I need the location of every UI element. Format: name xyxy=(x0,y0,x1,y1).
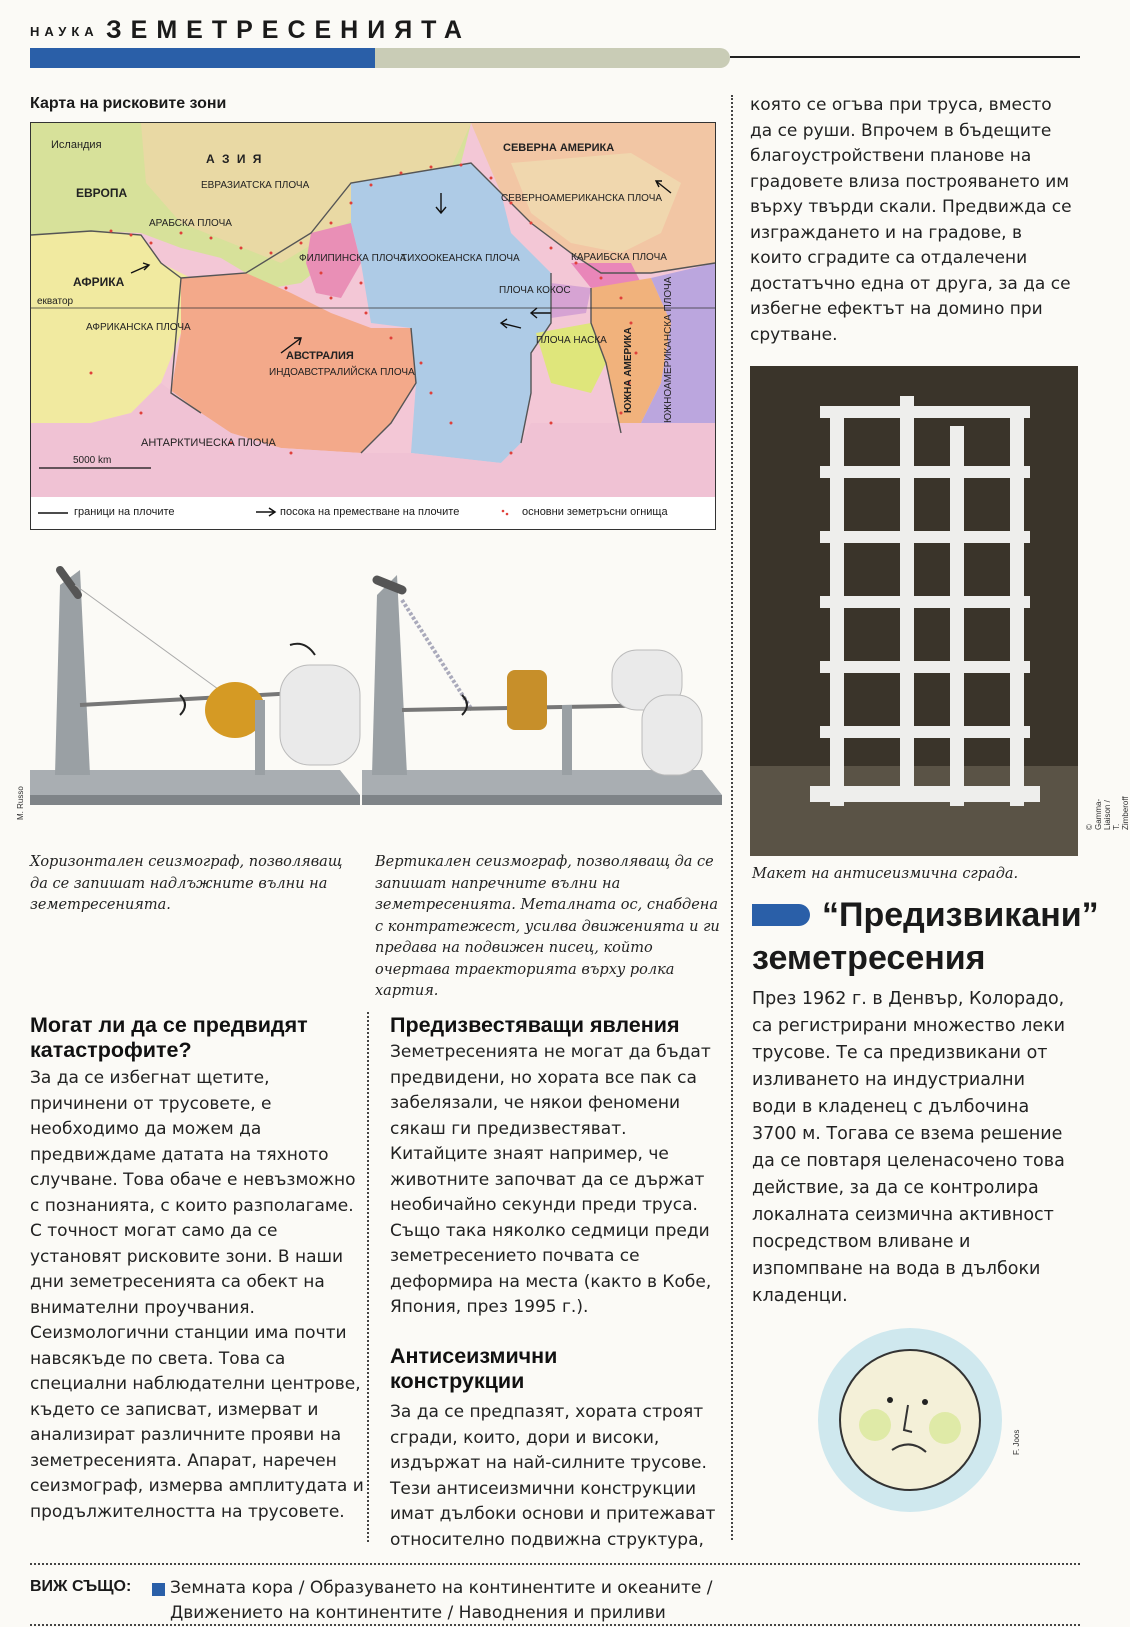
label-equator: екватор xyxy=(37,296,74,307)
label-scale: 5000 km xyxy=(73,455,112,466)
column-separator xyxy=(731,95,733,1540)
legend-epicenters: основни земетръсни огнища xyxy=(522,506,668,518)
footer-rule-top xyxy=(30,1563,1080,1565)
label-arabian-plate: АРАБСКА ПЛОЧА xyxy=(149,218,232,229)
legend-direction: посока на преместване на плочите xyxy=(280,506,460,518)
page-title: ЗЕМЕТРЕСЕНИЯТА xyxy=(106,16,471,44)
photo-credit: © Gamma-Liaison / T. Zimberoff xyxy=(1085,796,1130,830)
label-south-american-plate: ЮЖНОАМЕРИКАНСКА ПЛОЧА xyxy=(663,276,674,423)
label-african-plate: АФРИКАНСКА ПЛОЧА xyxy=(86,322,191,333)
label-caribbean-plate: КАРАИБСКА ПЛОЧА xyxy=(571,252,667,263)
section-label: НАУКА xyxy=(30,24,99,39)
right-article-text: През 1962 г. в Денвър, Колорадо, са регистрирани множество леки трусове. Те са предизвикани от изливането на индустриални води в кладенец с дълбочина 3700 м. Тогава се взема решение да се повтаря целенасочено това действие, за да се контролира локалната сеизмична активност посредством вливане и изпомпване на вода в дълбоки кладенци. xyxy=(752,989,1066,1306)
seismograph-credit: M. Russo xyxy=(16,786,25,820)
label-cocos-plate: ПЛОЧА КОКОС xyxy=(499,285,571,296)
middle-text-1: Земетресенията не могат да бъдат предвидени, но хората все пак са забелязали, че някои феномени сякаш ги предизвестяват. Китайците знаят например, че животните започват да се държат необичайно секунди преди труса. Също така няколко седмици преди земетресението почвата се деформира на места (както в Кобе, Япония, през 1995 г.). xyxy=(390,1042,712,1317)
left-article-heading: Могат ли да се предвидят катастрофите? xyxy=(30,1013,308,1062)
worried-earth-illustration xyxy=(800,1320,1030,1520)
legend-boundaries: граници на плочите xyxy=(74,506,175,518)
right-text-top: която се огъва при труса, вместо да се руши. Впрочем в бъдещите благоустройствени планове на градовете влиза построяването им върху твърди скали. Предвижда се изграждането и на градове, в които сградите са отдалечени достатъчно една от друга, за да се избегне ефектът на домино при срутване. xyxy=(750,95,1072,345)
horizontal-seismograph-illustration xyxy=(30,545,360,820)
label-antarctic-plate: АНТАРКТИЧЕСКА ПЛОЧА xyxy=(141,437,276,449)
middle-text-2: За да се предпазят, хората строят сгради, които, дори и високи, издържат на най-силните трусове. Тези антисеизмични конструкции имат дълбоки основи и притежават относително подвижна структура, xyxy=(390,1402,716,1550)
horizontal-seismograph-caption: Хоризонтален сеизмограф, позволяващ да се запишат надлъжните вълни на земетресенията. xyxy=(30,854,343,913)
label-nazca-plate: ПЛОЧА НАСКА xyxy=(536,335,607,346)
middle-heading-1: Предизвестяващи явления xyxy=(390,1013,680,1037)
label-pacific-plate: ТИХООКЕАНСКА ПЛОЧА xyxy=(401,253,520,264)
vertical-seismograph-caption: Вертикален сеизмограф, позволяващ да се запишат напречните вълни на земетресенията. Металната ос, снабдена с контратежест, усилва движенията и ги предава на подвижен писец, който очертава траекторията върху ролка хартия. xyxy=(375,854,720,999)
right-heading: “Предизвикани” земетресения xyxy=(752,896,1099,977)
label-africa: АФРИКА xyxy=(73,275,125,289)
header-bar-blue xyxy=(30,48,375,68)
vertical-seismograph-illustration xyxy=(362,540,702,820)
footer-rule-bottom xyxy=(30,1624,1080,1626)
label-north-america: СЕВЕРНА АМЕРИКА xyxy=(503,142,615,154)
label-north-american-plate: СЕВЕРНОАМЕРИКАНСКА ПЛОЧА xyxy=(501,193,663,204)
map-legend xyxy=(30,498,716,528)
photo-caption: Макет на антисеизмична сграда. xyxy=(752,866,1019,882)
see-also-link-line-2[interactable]: Движението на континентите / Наводнения и приливи xyxy=(170,1603,666,1623)
building-model-drawing xyxy=(750,366,1078,856)
label-indo-australian-plate: ИНДОАВСТРАЛИЙСКА ПЛОЧА xyxy=(269,367,415,378)
header-rule xyxy=(730,56,1080,58)
label-philippine-plate: ФИЛИПИНСКА ПЛОЧА xyxy=(299,253,407,264)
plate-map-illustration xyxy=(31,123,715,497)
antiseismic-building-photo xyxy=(750,366,1078,856)
label-asia: А З И Я xyxy=(206,152,264,166)
illustration-credit: F. Joos xyxy=(1012,1429,1021,1455)
left-article-text: За да се избегнат щетите, причинени от трусовете, е необходимо да можем да предвиждаме датата на тяхното случване. Това обаче е невъзможно с познанията, с които разполагаме. С точност могат само да се установят рисковите зони. В наши дни земетресенията са обект на внимателни проучвания. Сеизмологични станции има почти навсякъде по света. Това са специални наблюдателни центрове, където се записват, измерват и анализират различните прояви на земетресенията. Апарат, наречен сеизмограф, измерва амплитудата и продължителността на трусовете. xyxy=(30,1068,364,1522)
see-also-link-line-1[interactable]: Земната кора / Образуването на континентите и океаните / xyxy=(170,1578,713,1598)
column-separator xyxy=(367,1012,369,1542)
label-south-america: ЮЖНА АМЕРИКА xyxy=(623,327,634,413)
label-europe: ЕВРОПА xyxy=(76,186,128,200)
label-iceland: Исландия xyxy=(51,139,102,151)
label-australia: АВСТРАЛИЯ xyxy=(286,350,354,362)
see-also-square-icon xyxy=(152,1583,165,1596)
header-bar-grey xyxy=(375,48,730,68)
see-also-label: ВИЖ СЪЩО: xyxy=(30,1578,132,1595)
label-eurasian-plate: ЕВРАЗИАТСКА ПЛОЧА xyxy=(201,180,310,191)
map-title: Карта на рисковите зони xyxy=(30,95,227,112)
middle-heading-2: Антисеизмични конструкции xyxy=(390,1344,558,1393)
